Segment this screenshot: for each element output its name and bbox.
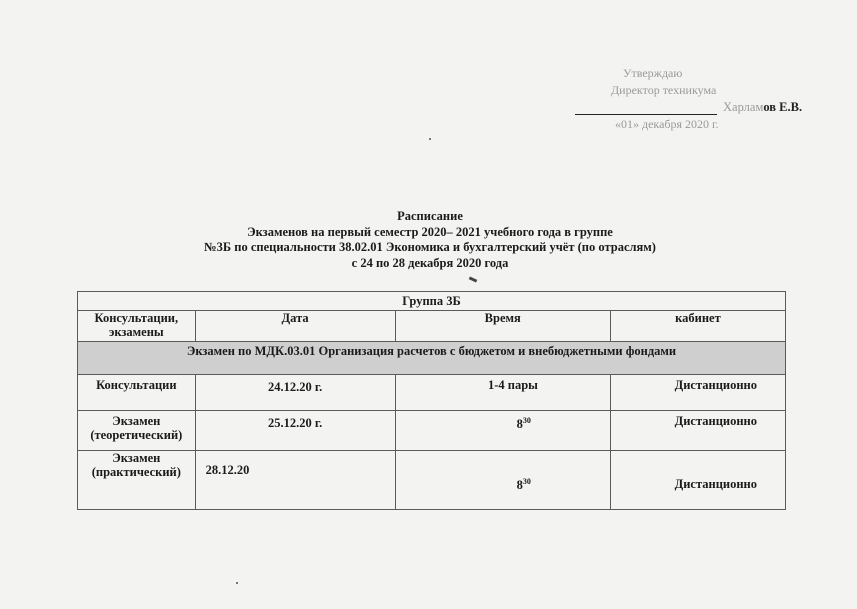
row-date xyxy=(195,451,395,510)
approver-name: ов Е.В. xyxy=(763,100,803,114)
title-line-1: Расписание xyxy=(397,209,463,223)
exam-schedule-table xyxy=(77,291,786,510)
approver-name-prefix: Харлам xyxy=(723,100,764,114)
scan-speck xyxy=(429,138,431,140)
row-type: Экзамен (теоретический) xyxy=(78,411,196,451)
subject-text: Экзамен по МДК.03.01 Организация расчетов с бюджетом и внебюджетными фондами xyxy=(186,344,677,358)
subject-cell xyxy=(78,342,786,375)
row-time xyxy=(395,411,610,451)
subject-row xyxy=(78,342,786,375)
approval-date: «01» декабря 2020 г. xyxy=(615,117,719,131)
row-time-hour: 8 xyxy=(516,478,523,493)
table-header-row xyxy=(78,311,786,342)
scan-speck xyxy=(236,582,238,584)
row-date-text: 24.12.20 г. xyxy=(267,380,323,394)
row-date-text: 28.12.20 xyxy=(205,463,250,477)
title-line-2: Экзаменов на первый семестр 2020– 2021 учебного года в группе xyxy=(247,224,613,239)
row-room xyxy=(610,411,785,451)
row-time-text: 1-4 пары xyxy=(487,378,538,392)
approval-heading: Утверждаю xyxy=(623,66,683,80)
row-room xyxy=(610,451,785,510)
row-time xyxy=(395,375,610,411)
row-time-hour: 8 xyxy=(516,417,523,432)
title-line-4: с 24 по 28 декабря 2020 года xyxy=(351,255,509,270)
row-time-minutes: 30 xyxy=(522,416,531,425)
row-room-text: Дистанционно xyxy=(674,414,757,428)
row-time-value xyxy=(396,451,610,492)
row-room-text: Дистанционно xyxy=(674,477,757,491)
row-date xyxy=(195,411,395,451)
header-room: кабинет xyxy=(610,311,785,342)
approval-signature-line xyxy=(575,100,825,115)
pen-mark xyxy=(469,276,478,282)
table-row xyxy=(78,411,786,451)
table-row xyxy=(78,375,786,411)
document-title-block xyxy=(110,209,750,271)
header-date: Дата xyxy=(195,311,395,342)
row-type: Консультации xyxy=(78,375,196,411)
group-title-cell: Группа 3Б xyxy=(78,292,786,311)
header-time: Время xyxy=(395,311,610,342)
row-date xyxy=(195,375,395,411)
title-line-3: №3Б по специальности 38.02.01 Экономика и бухгалтерский учёт (по отраслям) xyxy=(204,240,656,254)
header-type: Консультации, экзамены xyxy=(78,311,196,342)
row-date-text: 25.12.20 г. xyxy=(267,416,323,430)
table-row xyxy=(78,451,786,510)
row-type: Экзамен (практический) xyxy=(78,451,196,510)
row-room-text: Дистанционно xyxy=(674,378,757,392)
row-room xyxy=(610,375,785,411)
row-time-minutes: 30 xyxy=(522,477,531,486)
row-time-value xyxy=(396,414,610,431)
row-time xyxy=(395,451,610,510)
signature-underline xyxy=(575,101,717,115)
approval-position: Директор техникума xyxy=(611,83,717,97)
